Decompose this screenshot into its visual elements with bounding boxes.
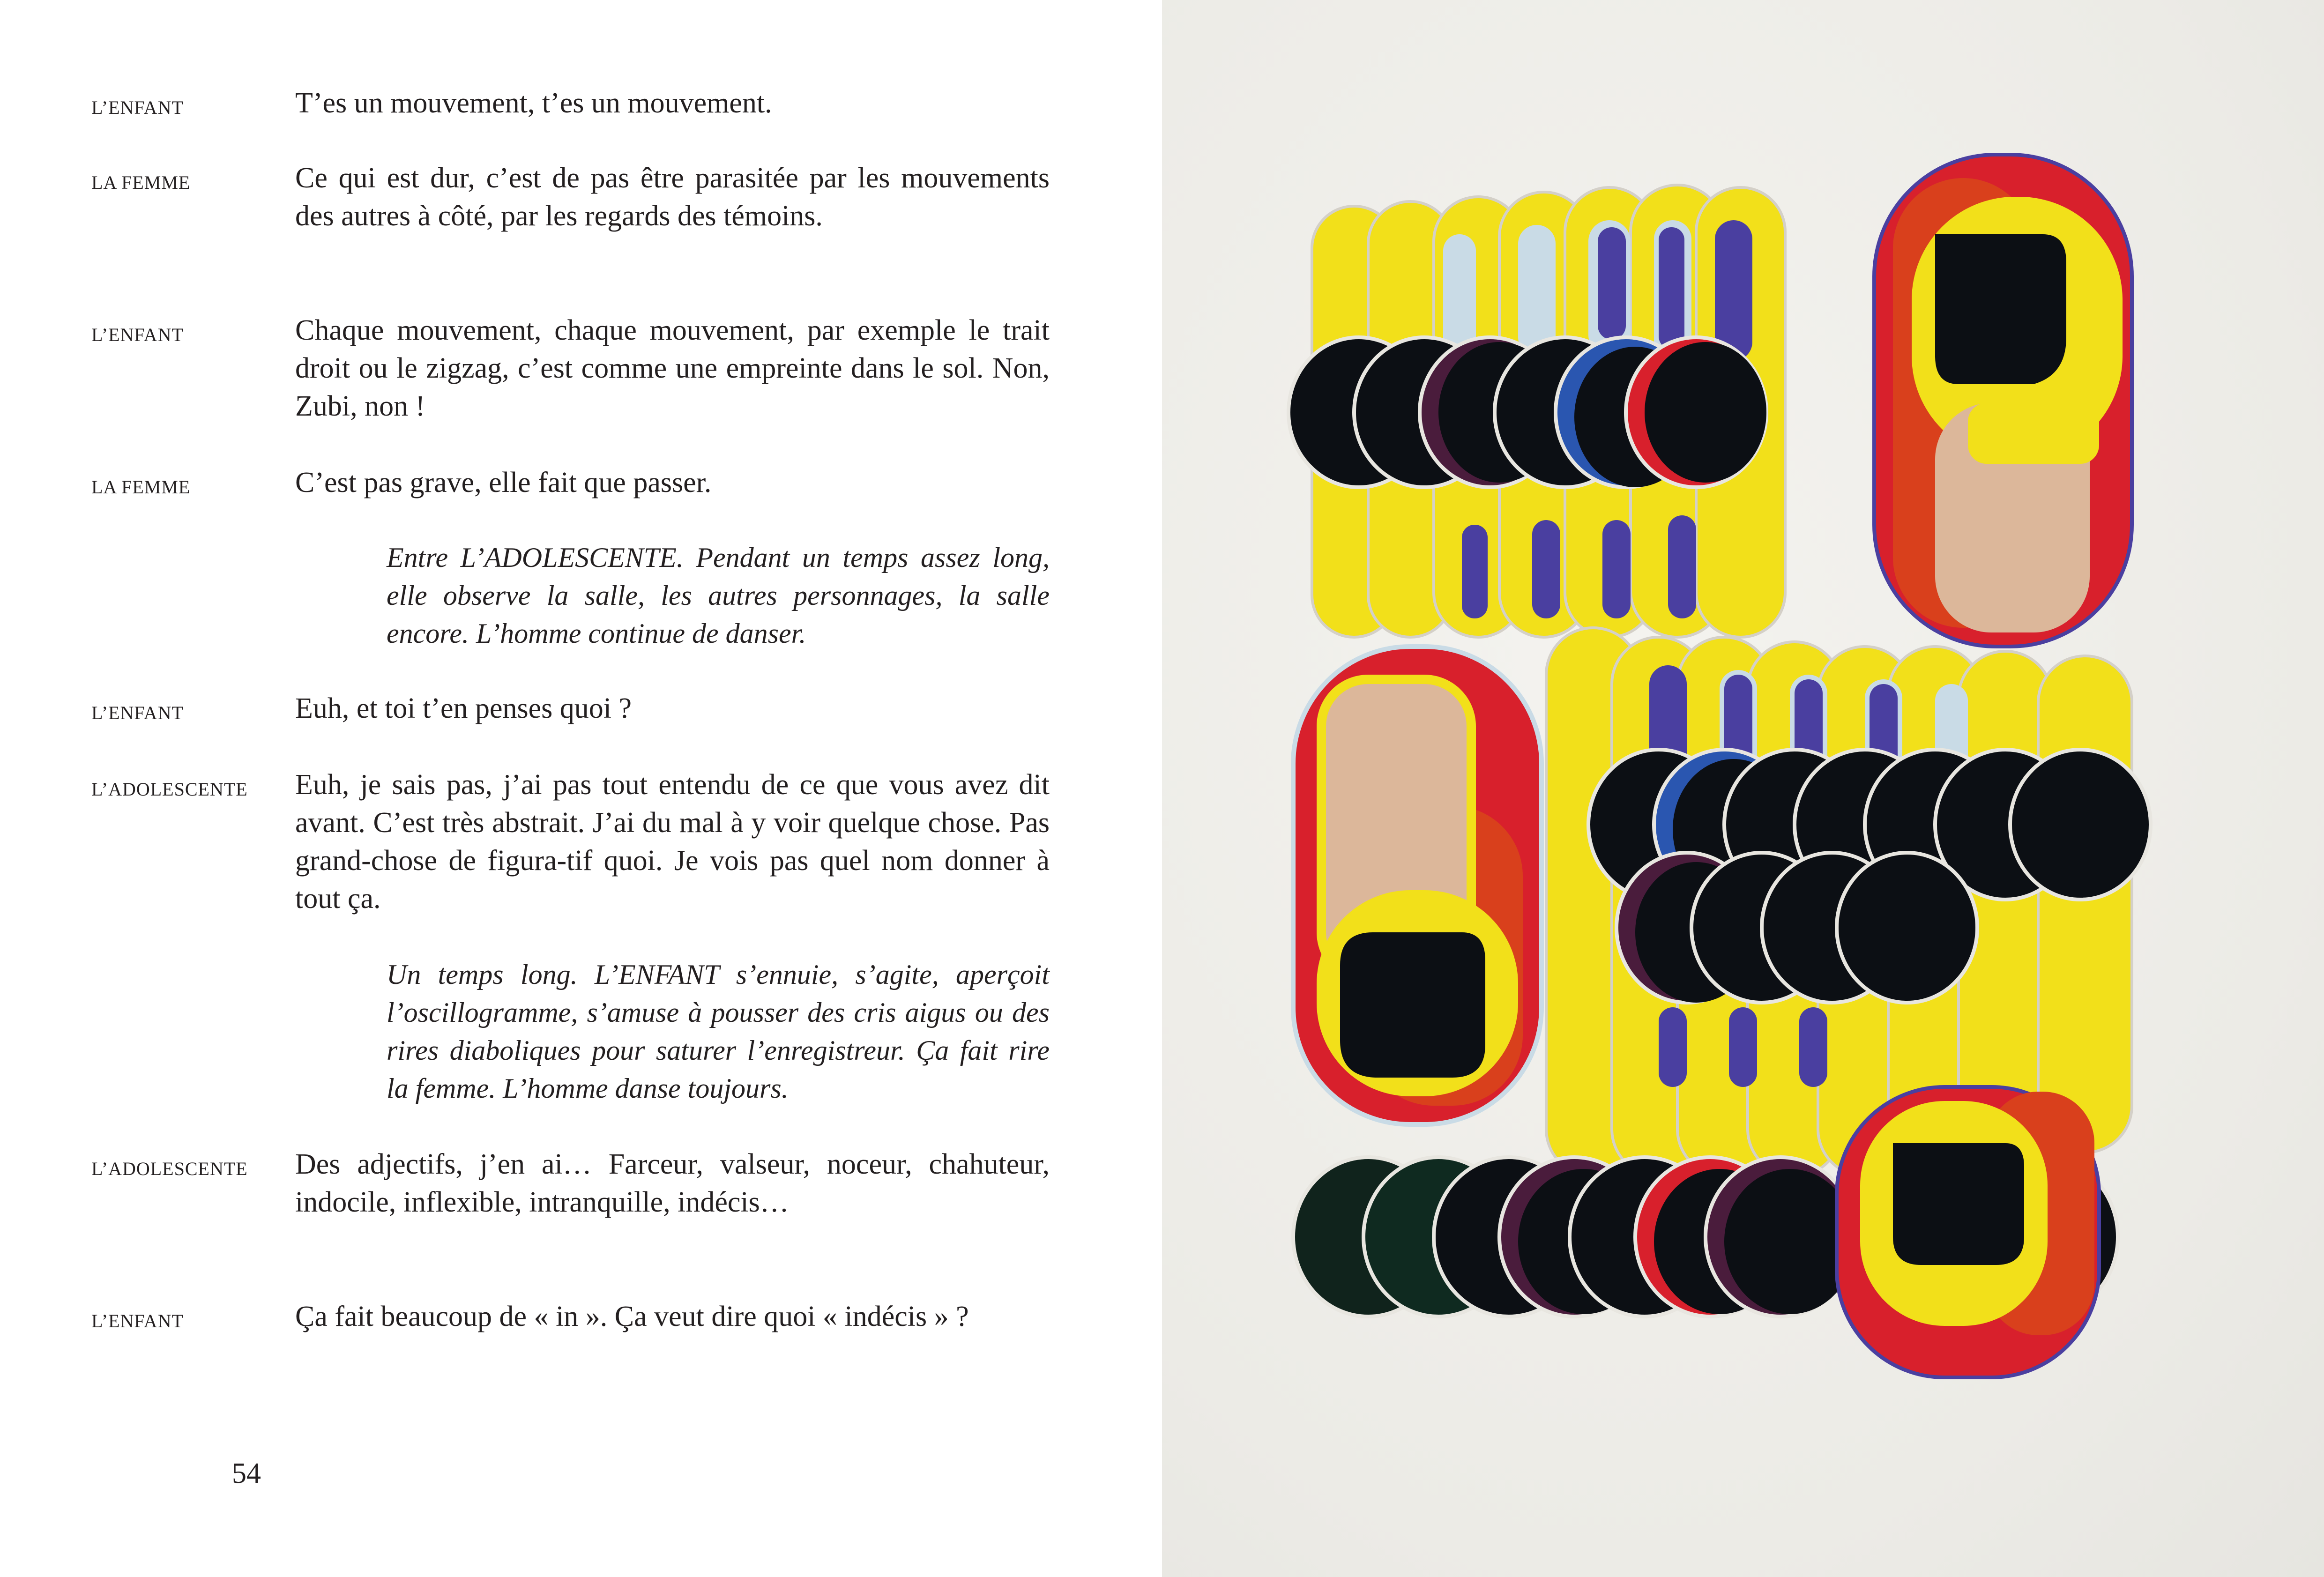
stage-direction-text: Entre L’ADOLESCENTE. Pendant un temps assez long, elle observe la salle, les autres personnages, la salle encore. L’homme continue de danser. bbox=[387, 542, 1050, 649]
abstract-collage-artwork bbox=[1162, 0, 2324, 1577]
top-band-black-shapes bbox=[1289, 337, 1766, 487]
speaker-name: L’ENFANT bbox=[91, 1310, 184, 1332]
speaker-name: L’ADOLESCENTE bbox=[91, 779, 248, 800]
speaker-name: L’ENFANT bbox=[91, 324, 184, 345]
speech-text: Euh, et toi t’en penses quoi ? bbox=[295, 692, 632, 724]
bottom-right-red-ring bbox=[1837, 1087, 2099, 1377]
speaker-name: L’ENFANT bbox=[91, 97, 184, 118]
speaker-name: L’ENFANT bbox=[91, 702, 184, 723]
speech-text: Ça fait beaucoup de « in ». Ça veut dire quoi « indécis » ? bbox=[295, 1301, 969, 1332]
bottom-left-red-ring bbox=[1293, 647, 1542, 1124]
speech-text: C’est pas grave, elle fait que passer. bbox=[295, 467, 712, 498]
speaker-name: L’ADOLESCENTE bbox=[91, 1158, 248, 1179]
speech-text: Des adjectifs, j’en ai… Farceur, valseur, noceur, chahuteur, indocile, inflexible, intranquille, indécis… bbox=[295, 1148, 1050, 1218]
top-right-red-ring bbox=[1874, 155, 2132, 647]
speech-text: Euh, je sais pas, j’ai pas tout entendu de ce que vous avez dit avant. C’est très abstrait. J’ai du mal à y voir quelque chose. Pas grand-chose de figura-tif quoi. Je vois pas quel nom donner à tout ça. bbox=[295, 769, 1050, 915]
page-number: 54 bbox=[232, 1458, 261, 1489]
speech-text: Ce qui est dur, c’est de pas être parasitée par les mouvements des autres à côté, par les regards des témoins. bbox=[295, 162, 1050, 232]
speaker-name: LA FEMME bbox=[91, 172, 191, 193]
speaker-name: LA FEMME bbox=[91, 476, 191, 498]
speech-text: Chaque mouvement, chaque mouvement, par exemple le trait droit ou le zigzag, c’est comme une empreinte dans le sol. Non, Zubi, non ! bbox=[295, 314, 1050, 422]
right-page bbox=[1162, 0, 2324, 1577]
stage-direction-text: Un temps long. L’ENFANT s’ennuie, s’agite, aperçoit l’oscillogramme, s’amuse à pousser des cris aigus ou des rires diaboliques pour saturer l’enregistreur. Ça fait rire la femme. L’homme danse toujours. bbox=[387, 959, 1050, 1104]
speech-text: T’es un mouvement, t’es un mouvement. bbox=[295, 87, 772, 119]
